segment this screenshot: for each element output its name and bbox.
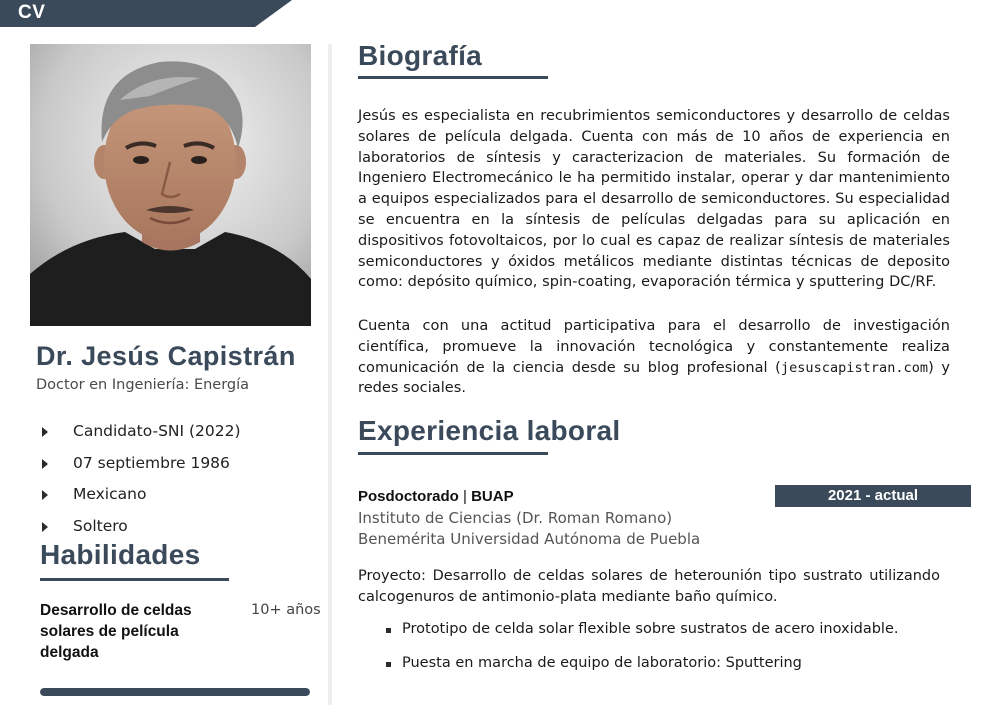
- biography-heading-rule: [358, 76, 548, 79]
- triangle-bullet-icon: [42, 459, 48, 469]
- job-organization: BUAP: [471, 488, 514, 505]
- job-achievements-list: [385, 621, 945, 689]
- fact-item: [40, 422, 320, 454]
- skill-years: 10+ años: [251, 602, 321, 618]
- biography-paragraph-1: Jesús es especialista en recubrimientos semiconductores y desarrollo de celdas solares de película delgada. Cuenta con más de 10 años de experiencia en laboratorios de síntesis y caracterizacion de materiales. Su formación de Ingeniero Electromecánico le ha permitido instalar, operar y dar mantenimiento a equipos especializados para el desarrollo de semiconductores. Su especialidad se encuentra en la síntesis de películas delgadas para su aplicación en dispositivos fotovoltaicos, por lo cual es capaz de realizar síntesis de materiales semiconductores y óxidos metálicos mediante distintas técnicas de deposito como: depósito químico, spin-coating, evaporación térmica y sputtering DC/RF.: [358, 108, 950, 291]
- square-bullet-icon: [386, 628, 391, 633]
- profile-photo: [30, 44, 311, 326]
- cv-tab: [0, 0, 292, 27]
- fact-text: Candidato-SNI (2022): [73, 422, 241, 440]
- job-heading: [358, 488, 514, 505]
- biography-paragraph-2: [358, 316, 950, 399]
- fact-text: Mexicano: [73, 485, 147, 504]
- fact-text: Soltero: [73, 517, 128, 536]
- job-university: Benemérita Universidad Autónoma de Puebla: [358, 530, 701, 548]
- experience-heading-rule: [358, 452, 548, 455]
- achievement-text: Puesta en marcha de equipo de laboratorio: Sputtering: [402, 655, 802, 671]
- skill-name: Desarrollo de celdas solares de película delgada: [40, 602, 192, 661]
- profile-degree: Doctor en Ingeniería: Energía: [36, 377, 250, 393]
- job-position: Posdoctorado: [358, 488, 459, 505]
- square-bullet-icon: [386, 662, 391, 667]
- achievement-item: [385, 655, 945, 689]
- achievement-item: [385, 621, 945, 655]
- fact-text: 07 septiembre 1986: [73, 453, 230, 472]
- job-separator: |: [458, 488, 472, 505]
- biography-paragraph-2-text: Cuenta con una actitud participativa para el desarrollo de investigación científica, promueve la innovación tecnológica y constantemente realiza comunicación de la ciencia desde su blog profesional (: [358, 318, 950, 376]
- cv-tab-label: CV: [18, 2, 46, 23]
- job-date-badge: 2021 - actual: [775, 485, 971, 507]
- profile-name: Dr. Jesús Capistrán: [36, 341, 296, 371]
- experience-heading: Experiencia laboral: [358, 415, 621, 446]
- achievement-text: Prototipo de celda solar flexible sobre sustratos de acero inoxidable.: [402, 621, 899, 637]
- triangle-bullet-icon: [42, 427, 48, 437]
- blog-link[interactable]: jesuscapistran.com: [780, 359, 929, 376]
- fact-item: [40, 485, 320, 517]
- triangle-bullet-icon: [42, 490, 48, 500]
- skill-level-bar: [40, 688, 310, 696]
- biography-heading: Biografía: [358, 40, 483, 71]
- job-institute: Instituto de Ciencias (Dr. Roman Romano): [358, 509, 673, 527]
- job-project: Proyecto: Desarrollo de celdas solares de heterounión tipo sustrato utilizando calcogenuros de antimonio-plata mediante baño químico.: [358, 568, 940, 605]
- biography-paragraph-2-end: ) y redes sociales.: [358, 359, 950, 397]
- skills-heading-rule: [40, 578, 229, 581]
- triangle-bullet-icon: [42, 522, 48, 532]
- skill-level-fill: [40, 688, 310, 696]
- profile-facts-list: [40, 422, 320, 549]
- skills-heading: Habilidades: [40, 539, 201, 570]
- fact-item: [40, 454, 320, 486]
